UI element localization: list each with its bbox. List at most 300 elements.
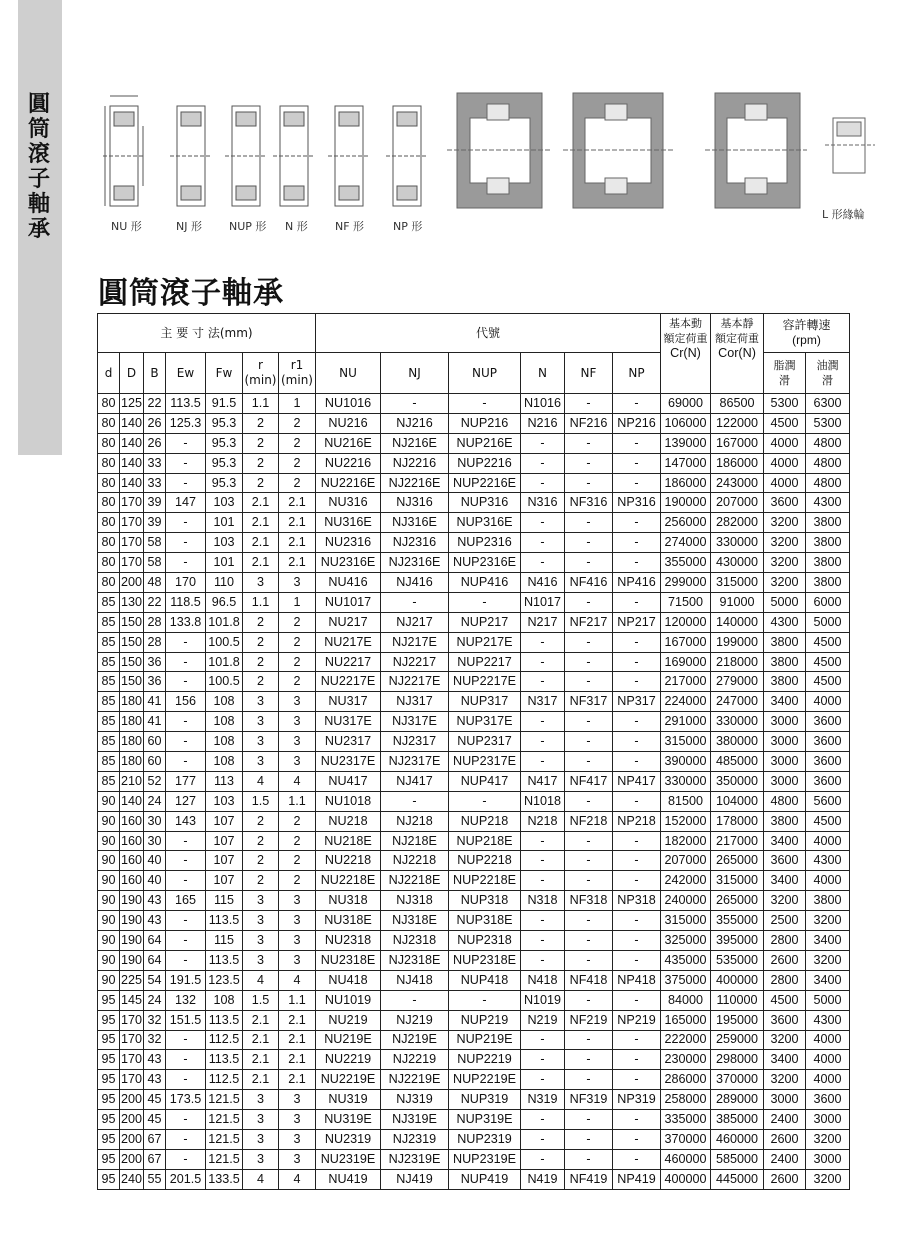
table-cell: 140000 [711,612,764,632]
table-cell: 2.1 [243,1010,279,1030]
table-cell: 3800 [806,513,850,533]
table-cell: 2.1 [243,1050,279,1070]
table-cell: 30 [144,811,166,831]
table-cell: 5300 [806,413,850,433]
table-cell: 3800 [764,811,806,831]
table-cell: NUP2219E [449,1070,521,1090]
table-cell: NU318 [316,891,381,911]
table-cell: - [521,1050,565,1070]
table-cell: 445000 [711,1169,764,1189]
table-cell: - [613,1110,661,1130]
table-cell: NJ2319E [381,1149,449,1169]
table-cell: - [166,473,206,493]
table-cell: NUP2217 [449,652,521,672]
table-row [98,911,850,931]
table-cell: - [613,473,661,493]
table-cell: 201.5 [166,1169,206,1189]
table-cell: NJ416 [381,573,449,593]
table-cell: 2.1 [243,1070,279,1090]
table-cell: 140 [120,413,144,433]
table-cell: 3 [279,712,316,732]
table-cell: NU317E [316,712,381,732]
table-cell: NJ2316E [381,553,449,573]
table-row [98,931,850,951]
table-cell: 190 [120,911,144,931]
table-cell: 5300 [764,394,806,414]
table-cell: NJ318E [381,911,449,931]
table-cell: 2 [279,652,316,672]
table-cell: 207000 [711,493,764,513]
table-cell: N316 [521,493,565,513]
n-type-drawing [273,106,315,206]
table-cell: 4000 [806,1050,850,1070]
table-cell: 385000 [711,1110,764,1130]
table-cell: - [166,1050,206,1070]
header-dynamic-load-line1: 基本動 [669,317,702,330]
table-cell: - [565,394,613,414]
table-cell: 3400 [806,931,850,951]
table-cell: NP417 [613,771,661,791]
table-cell: - [166,931,206,951]
table-cell: 28 [144,612,166,632]
table-cell: 3400 [764,831,806,851]
table-cell: 370000 [711,1070,764,1090]
table-cell: 26 [144,433,166,453]
table-cell: 2.1 [243,553,279,573]
col-NUP: NUP [449,353,521,394]
table-cell: - [613,712,661,732]
table-cell: NJ2317E [381,752,449,772]
table-cell: - [613,950,661,970]
table-cell: - [521,453,565,473]
table-cell: 2.1 [243,513,279,533]
table-cell: 4500 [806,811,850,831]
table-cell: 95 [98,1010,120,1030]
table-cell: NP219 [613,1010,661,1030]
bearing-spec-table [97,313,850,1190]
table-cell: 40 [144,851,166,871]
table-cell: 177 [166,771,206,791]
table-cell: 147 [166,493,206,513]
table-cell: - [613,871,661,891]
table-cell: 167000 [711,433,764,453]
table-cell: - [166,831,206,851]
table-cell: 585000 [711,1149,764,1169]
table-cell: 4800 [764,791,806,811]
table-cell: 6000 [806,592,850,612]
table-cell: 2500 [764,911,806,931]
table-cell: 90 [98,851,120,871]
table-cell: NUP319E [449,1110,521,1130]
table-cell: NUP2217E [449,672,521,692]
table-cell: 3000 [806,1110,850,1130]
table-cell: 4 [279,970,316,990]
table-cell: 3400 [764,1050,806,1070]
table-cell: 1 [279,394,316,414]
table-cell: 2.1 [279,553,316,573]
table-cell: 4500 [764,990,806,1010]
table-cell: - [166,513,206,533]
table-cell: 2600 [764,1129,806,1149]
table-cell: 2 [243,811,279,831]
table-cell: NJ218E [381,831,449,851]
table-cell: - [565,533,613,553]
table-cell: 5000 [806,612,850,632]
table-cell: - [613,1050,661,1070]
table-cell: 3800 [806,533,850,553]
table-cell: NJ218 [381,811,449,831]
side-title: 圓筒滾子軸承 [27,92,50,242]
table-cell: 315000 [661,911,711,931]
table-cell: 256000 [661,513,711,533]
table-cell: 2800 [764,970,806,990]
table-cell: 107 [206,811,243,831]
header-dynamic-load-line2: 額定荷重 [663,332,708,345]
table-cell: NJ219 [381,1010,449,1030]
table-cell: 123.5 [206,970,243,990]
table-cell: NU2218 [316,851,381,871]
table-cell: 390000 [661,752,711,772]
table-cell: 85 [98,712,120,732]
table-cell: 85 [98,771,120,791]
table-cell: 95.3 [206,413,243,433]
table-cell: 200 [120,1129,144,1149]
table-cell: 40 [144,871,166,891]
table-cell: 3 [243,573,279,593]
table-cell: 95 [98,990,120,1010]
table-cell: 3000 [764,732,806,752]
table-cell: NU316E [316,513,381,533]
table-cell: 108 [206,752,243,772]
table-cell: 80 [98,553,120,573]
table-cell: NJ2219E [381,1070,449,1090]
table-cell: NU216E [316,433,381,453]
table-cell: N218 [521,811,565,831]
table-cell: 460000 [711,1129,764,1149]
table-cell: - [166,851,206,871]
table-cell: 298000 [711,1050,764,1070]
table-cell: 395000 [711,931,764,951]
table-cell: - [613,433,661,453]
table-cell: - [166,911,206,931]
table-cell: 41 [144,712,166,732]
table-cell: 242000 [661,871,711,891]
table-cell: NJ217 [381,612,449,632]
table-cell: 315000 [711,871,764,891]
table-cell: - [613,533,661,553]
table-cell: NP319 [613,1090,661,1110]
table-cell: 3 [279,1090,316,1110]
table-cell: NU216 [316,413,381,433]
table-cell: 132 [166,990,206,1010]
table-cell: 160 [120,851,144,871]
table-cell: 180 [120,692,144,712]
table-cell: - [521,513,565,533]
table-cell: 186000 [711,453,764,473]
col-d: d [98,353,120,394]
table-cell: 2.1 [243,533,279,553]
table-cell: NUP416 [449,573,521,593]
table-cell: 170 [120,553,144,573]
table-cell: 101 [206,553,243,573]
table-cell: 95 [98,1169,120,1189]
table-cell: NU1016 [316,394,381,414]
table-cell: - [166,553,206,573]
table-cell: N318 [521,891,565,911]
table-row [98,1149,850,1169]
table-cell: 113.5 [206,911,243,931]
table-cell: 2 [243,632,279,652]
table-cell: 107 [206,831,243,851]
table-cell: NU217E [316,632,381,652]
header-static-load-line2: 額定荷重 [715,332,759,345]
table-cell: NU1018 [316,791,381,811]
table-cell: 60 [144,752,166,772]
table-cell: 3800 [764,672,806,692]
table-cell: 39 [144,513,166,533]
table-cell: - [565,433,613,453]
table-cell: 108 [206,990,243,1010]
nf-type-drawing [328,106,370,206]
table-cell: - [565,732,613,752]
table-cell: - [565,1070,613,1090]
table-cell: 43 [144,1070,166,1090]
table-cell: N416 [521,573,565,593]
table-cell: 150 [120,672,144,692]
table-cell: 103 [206,533,243,553]
table-cell: - [166,950,206,970]
table-cell: 80 [98,513,120,533]
table-cell: 3400 [806,970,850,990]
col-oil-line2: 滑 [822,374,833,387]
table-cell: 190 [120,931,144,951]
table-cell: NU2219E [316,1070,381,1090]
table-cell: 113.5 [206,950,243,970]
table-cell: 95 [98,1030,120,1050]
table-cell: 90 [98,831,120,851]
table-cell: 3 [279,692,316,712]
table-cell: 24 [144,791,166,811]
table-cell: 199000 [711,632,764,652]
table-cell: 3200 [806,950,850,970]
table-cell: - [381,592,449,612]
table-cell: NUP216 [449,413,521,433]
table-row [98,433,850,453]
table-cell: 2 [279,413,316,433]
table-cell: N1019 [521,990,565,1010]
table-cell: 115 [206,891,243,911]
table-cell: 32 [144,1010,166,1030]
col-oil [806,353,850,394]
table-cell: 71500 [661,592,711,612]
table-cell: 247000 [711,692,764,712]
col-NP: NP [613,353,661,394]
table-cell: 350000 [711,771,764,791]
table-cell: NJ2218E [381,871,449,891]
table-cell: 258000 [661,1090,711,1110]
table-cell: 2.1 [279,493,316,513]
table-cell: 4 [243,970,279,990]
table-cell: 3 [279,573,316,593]
table-cell: 2 [243,851,279,871]
col-grease-line1: 脂潤 [773,359,796,372]
table-cell: 108 [206,712,243,732]
table-cell: 2 [279,632,316,652]
table-cell: - [565,652,613,672]
table-cell: NU2319E [316,1149,381,1169]
table-cell: 95.3 [206,433,243,453]
table-cell: 400000 [711,970,764,990]
table-cell: 95 [98,1090,120,1110]
table-cell: 24 [144,990,166,1010]
table-cell: 90 [98,931,120,951]
table-cell: 115 [206,931,243,951]
table-cell: 224000 [661,692,711,712]
table-cell: N1017 [521,592,565,612]
table-cell: - [565,752,613,772]
table-cell: 435000 [661,950,711,970]
table-cell: 274000 [661,533,711,553]
table-cell: 4000 [806,692,850,712]
table-cell: 170 [120,513,144,533]
table-cell: 100.5 [206,632,243,652]
table-cell: 4 [279,1169,316,1189]
table-cell: 2 [279,831,316,851]
table-cell: 160 [120,831,144,851]
table-cell: NP217 [613,612,661,632]
table-cell: - [613,990,661,1010]
table-cell: 80 [98,394,120,414]
table-cell: 48 [144,573,166,593]
table-cell: - [381,990,449,1010]
table-cell: 1.1 [279,990,316,1010]
table-cell: 121.5 [206,1110,243,1130]
table-row [98,1129,850,1149]
table-cell: 113.5 [206,1010,243,1030]
table-cell: 2600 [764,1169,806,1189]
table-cell: 2 [279,851,316,871]
table-row [98,1010,850,1030]
table-cell: NJ2217 [381,652,449,672]
table-cell: N419 [521,1169,565,1189]
table-cell: 165 [166,891,206,911]
table-cell: NU218E [316,831,381,851]
table-cell: NU219E [316,1030,381,1050]
table-cell: 3600 [806,1090,850,1110]
table-cell: - [565,1129,613,1149]
table-cell: 90 [98,871,120,891]
table-cell: 2 [279,672,316,692]
table-cell: NF219 [565,1010,613,1030]
table-cell: - [521,473,565,493]
table-row [98,791,850,811]
table-cell: NJ217E [381,632,449,652]
table-cell: NF419 [565,1169,613,1189]
table-cell: 259000 [711,1030,764,1050]
table-cell: - [565,931,613,951]
table-cell: 4 [243,1169,279,1189]
table-cell: NUP316 [449,493,521,513]
col-r1 [279,353,316,394]
table-cell: 140 [120,433,144,453]
header-static-load-unit: Cor(N) [718,346,756,360]
label-l-collar: L 形緣輪 [822,208,865,221]
table-row [98,533,850,553]
table-cell: 3600 [806,771,850,791]
table-cell: 207000 [661,851,711,871]
table-cell: 121.5 [206,1090,243,1110]
table-cell: 80 [98,533,120,553]
table-cell: N417 [521,771,565,791]
table-cell: 2 [279,811,316,831]
col-NU: NU [316,353,381,394]
table-row [98,394,850,414]
table-cell: 400000 [661,1169,711,1189]
table-cell: NUP2218E [449,871,521,891]
table-cell: 2 [243,652,279,672]
table-cell: - [565,990,613,1010]
table-cell: NU2219 [316,1050,381,1070]
table-cell: - [521,1149,565,1169]
table-cell: NF216 [565,413,613,433]
col-Ew: Ew [166,353,206,394]
table-cell: NUP417 [449,771,521,791]
table-cell: 4000 [764,473,806,493]
table-cell: - [166,732,206,752]
col-r [243,353,279,394]
table-cell: 169000 [661,652,711,672]
table-cell: 90 [98,970,120,990]
header-static-load-line1: 基本靜 [720,317,754,330]
table-cell: - [166,752,206,772]
table-cell: NF317 [565,692,613,712]
table-cell: 217000 [711,831,764,851]
table-cell: N418 [521,970,565,990]
table-cell: 3800 [806,553,850,573]
table-cell: 4300 [806,493,850,513]
table-cell: - [565,453,613,473]
table-cell: - [521,931,565,951]
table-cell: - [166,672,206,692]
table-cell: 95.3 [206,453,243,473]
table-row [98,712,850,732]
table-cell: - [166,1070,206,1090]
table-cell: 325000 [661,931,711,951]
table-cell: 2 [279,453,316,473]
table-cell: - [381,791,449,811]
table-cell: NUP219 [449,1010,521,1030]
housing-assembly-3 [705,93,807,208]
table-cell: 145 [120,990,144,1010]
table-cell: N216 [521,413,565,433]
nu-type-drawing [103,96,145,206]
header-dynamic-load [661,314,711,394]
table-cell: 2.1 [279,513,316,533]
table-cell: 107 [206,851,243,871]
table-cell: 81500 [661,791,711,811]
table-cell: - [565,553,613,573]
table-cell: 3200 [764,533,806,553]
table-cell: 282000 [711,513,764,533]
table-cell: 45 [144,1090,166,1110]
table-cell: 3 [243,950,279,970]
table-cell: 3200 [764,553,806,573]
table-row [98,732,850,752]
table-cell: NF416 [565,573,613,593]
page-title: 圓筒滾子軸承 [98,276,284,311]
table-cell: 180 [120,752,144,772]
table-cell: NU1019 [316,990,381,1010]
